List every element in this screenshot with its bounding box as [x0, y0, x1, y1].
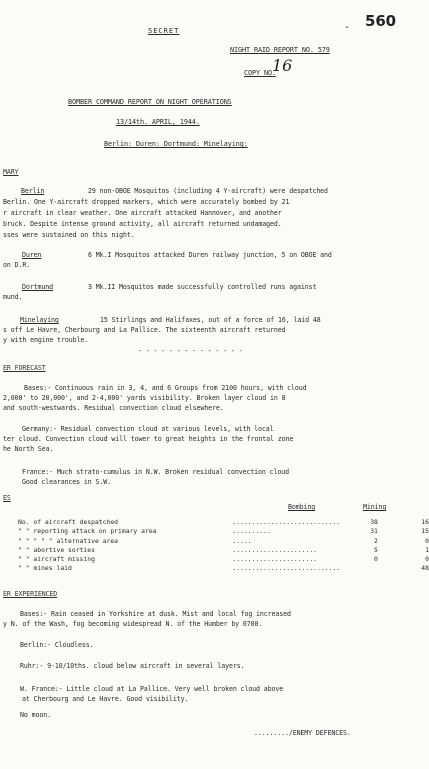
report-title: BOMBER COMMAND REPORT ON NIGHT OPERATIONS — [68, 98, 232, 106]
forecast-france-line-2: Good clearances in S.W. — [22, 478, 112, 486]
summary-heading: MARY — [3, 168, 19, 176]
experienced-berlin: Berlin:- Cloudless. — [20, 641, 94, 649]
berlin-line-5: sses were sustained on this night. — [3, 231, 135, 239]
forecast-germany-line-2: ter cloud. Convection cloud will tower to great heights in the frontal zone — [3, 435, 294, 443]
table-row — [18, 518, 429, 527]
berlin-place: Berlin — [21, 187, 45, 195]
experienced-france-line-2: at Cherbourg and Le Havre. Good visibility. — [22, 695, 189, 703]
row-bombing-value: 38 — [370, 518, 378, 526]
experienced-bases-line-1: Bases:- Rain ceased in Yorkshire at dusk. Mist and local fog increased — [20, 610, 291, 618]
statistics-table-body — [18, 518, 429, 574]
report-number: NIGHT RAID REPORT NO. 579 — [230, 46, 330, 54]
stamp-number: 560 — [365, 12, 397, 30]
table-row — [18, 564, 429, 573]
copy-label: COPY NO. — [244, 69, 276, 77]
forecast-germany-line-1: Germany:- Residual convection cloud at various levels, with local — [22, 425, 274, 433]
row-label: " " aircraft missing — [18, 555, 95, 564]
row-mining-value: 15 — [421, 527, 429, 536]
experienced-france-line-1: W. France:- Little cloud at La Pallice. Very well broken cloud above — [20, 685, 284, 693]
experienced-moon: No moon. — [20, 711, 51, 719]
minelaying-line-3: y with engine trouble. — [3, 336, 89, 344]
experienced-ruhr: Ruhr:- 9-10/10ths. cloud below aircraft in several layers. — [20, 662, 245, 670]
dortmund-line-2: mund. — [3, 293, 23, 301]
header-dash: - — [344, 22, 350, 33]
dortmund-place: Dortmund — [22, 283, 53, 291]
table-row — [18, 527, 429, 536]
forecast-bases-line-1: Bases:- Continuous rain in 3, 4, and 6 Groups from 2100 hours, with cloud — [24, 384, 307, 392]
row-leader-dots: ..... — [232, 536, 252, 545]
row-label: " " mines laid — [18, 564, 72, 573]
row-label: " " abortive sorties — [18, 545, 95, 554]
column-bombing: Bombing — [288, 503, 316, 511]
row-mining-value: 1 — [425, 545, 429, 554]
row-bombing-value: 0 — [374, 555, 378, 564]
classification-mark: SECRET — [148, 27, 180, 35]
row-label: " " reporting attack on primary area — [18, 527, 157, 536]
experienced-bases-line-2: y N. of the Wash, fog becoming widespread N. of the Humber by 0700. — [3, 620, 263, 628]
column-mining: Mining — [363, 503, 387, 511]
forecast-heading: ER FORECAST — [3, 364, 46, 372]
forecast-bases-line-3: and south-westwards. Residual convection cloud elsewhere. — [3, 404, 224, 412]
minelaying-line-1: 15 Stirlings and Halifaxes, out of a force of 16, laid 48 — [100, 316, 321, 324]
report-targets: Berlin: Duren: Dortmund: Minelaying: — [104, 140, 248, 148]
berlin-line-1: 29 non-OBOE Mosquitos (including 4 Y-aircraft) were despatched — [88, 187, 328, 195]
row-bombing-value: 2 — [374, 536, 378, 545]
statistics-table — [18, 518, 429, 574]
experienced-heading: ER EXPERIENCED — [3, 590, 58, 598]
report-date: 13/14th. APRIL, 1944. — [116, 118, 200, 126]
row-leader-dots: ...................... — [232, 555, 318, 564]
row-leader-dots: ...................... — [232, 545, 318, 554]
statistics-heading: ES — [3, 494, 11, 502]
berlin-line-2: Berlin. One Y-aircraft dropped markers, which were accurately bombed by 21 — [3, 198, 290, 206]
row-mining-value: 0 — [425, 536, 429, 545]
row-mining-value: 0 — [425, 555, 429, 564]
row-mining-value: 16 — [421, 518, 429, 526]
row-mining-value: 48 — [421, 564, 429, 573]
row-bombing-value: 5 — [374, 545, 378, 554]
minelaying-line-2: s off Le Havre, Cherbourg and La Pallice. The sixteenth aircraft returned — [3, 326, 286, 334]
minelaying-place: Minelaying — [20, 316, 59, 324]
row-label: No. of aircraft despatched — [18, 518, 119, 526]
copy-number: 16 — [272, 56, 293, 75]
row-bombing-value — [340, 564, 378, 573]
row-bombing-value: 31 — [370, 527, 378, 536]
dortmund-line-1: 3 Mk.II Mosquitos made successfully controlled runs against — [88, 283, 317, 291]
row-leader-dots: ............................ — [232, 564, 341, 573]
forecast-france-line-1: France:- Much strato-cumulus in N.W. Broken residual convection cloud — [22, 468, 290, 476]
section-separator: - - - - - - - - - - - - - - — [138, 347, 243, 355]
row-label: " " " " " alternative area — [18, 536, 119, 545]
footer-signature: ........./ENEMY DEFENCES. — [254, 729, 351, 737]
duren-line-1: 6 Mk.I Mosquitos attacked Duren railway junction, 5 on OBOE and — [88, 251, 332, 259]
table-row — [18, 555, 429, 564]
duren-line-2: on D.R. — [3, 261, 31, 269]
table-row — [18, 546, 429, 555]
table-row — [18, 537, 429, 546]
forecast-bases-line-2: 2,000' to 20,000', and 2-4,000' yards visibility. Broken layer cloud in 8 — [3, 394, 286, 402]
berlin-line-3: r aircraft in clear weather. One aircraft attacked Hannover, and another — [3, 209, 282, 217]
row-leader-dots: ............................ — [232, 518, 341, 526]
row-leader-dots: .......... — [232, 527, 271, 536]
berlin-line-4: bruck. Despite intense ground activity, all aircraft returned undamaged. — [3, 220, 282, 228]
duren-place: Duren — [22, 251, 42, 259]
forecast-germany-line-3: he North Sea. — [3, 445, 54, 453]
